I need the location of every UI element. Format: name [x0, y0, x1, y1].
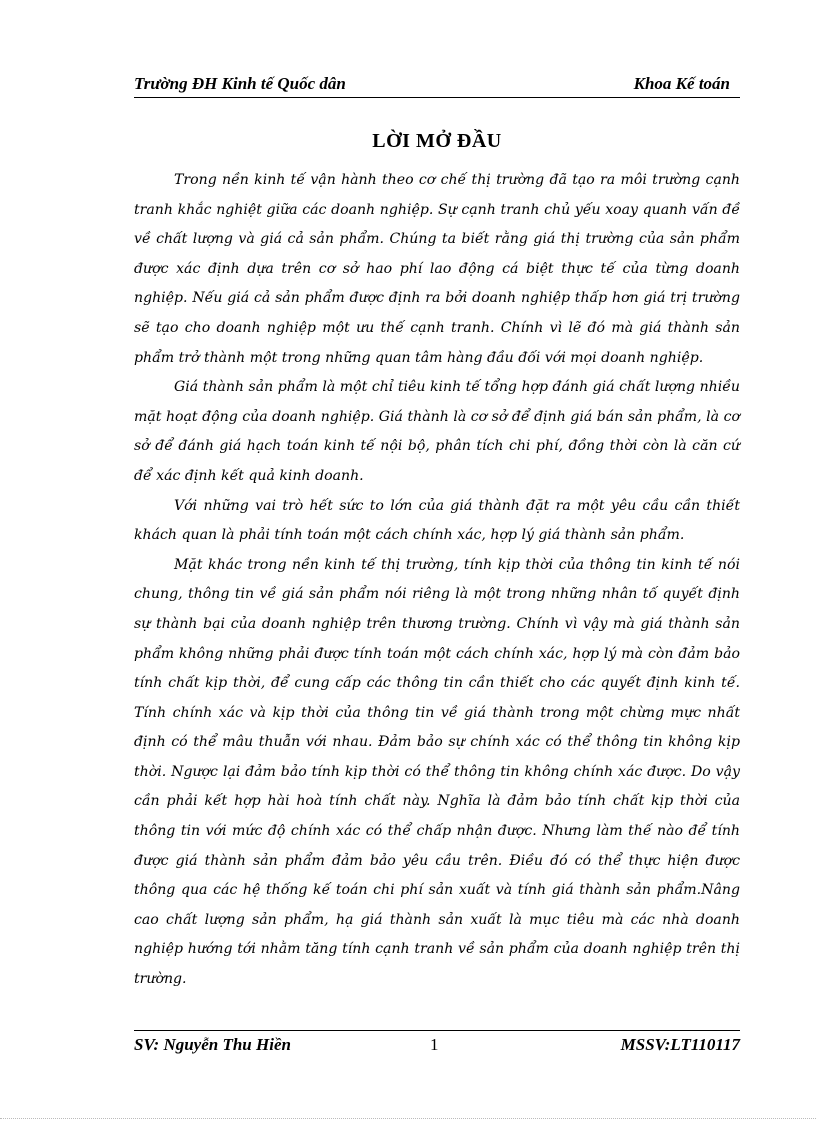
header-school: Trường ĐH Kinh tế Quốc dân — [134, 74, 346, 93]
paragraph: Mặt khác trong nền kinh tế thị trường, tính kịp thời của thông tin kinh tế nói chung, thông tin về giá sản phẩm nói riêng là một trong những nhân tố quyết định sự thành bại của doanh nghiệp trên thương trường. Chính vì vậy mà giá thành sản phẩm không những phải được tính toán một cách chính xác, hợp lý mà còn đảm bảo tính chất kịp thời, để cung cấp các thông tin cần thiết cho các quyết định kinh tế. Tính chính xác và kịp thời của thông tin về giá thành trong một chừng mực nhất định có thể mâu thuẫn với nhau. Đảm bảo sự chính xác có thể thông tin không kịp thời. Ngược lại đảm bảo tính kịp thời có thể thông tin không chính xác được. Do vậy cần phải kết hợp hài hoà tính chất này. Nghĩa là đảm bảo tính chất kịp thời của thông tin với mức độ chính xác có thể chấp nhận được. Nhưng làm thế nào để tính được giá thành sản phẩm đảm bảo yêu cầu trên. Điều đó có thể thực hiện được thông qua các hệ thống kế toán chi phí sản xuất và tính giá thành sản phẩm.Nâng cao chất lượng sản phẩm, hạ giá thành sản xuất là mục tiêu mà các nhà doanh nghiệp hướng tới nhằm tăng tính cạnh tranh về sản phẩm của doanh nghiệp trên thị trường. — [134, 556, 740, 988]
paragraph: Với những vai trò hết sức to lớn của giá thành đặt ra một yêu cầu cần thiết khách quan là phải tính toán một cách chính xác, hợp lý giá thành sản phẩm. — [134, 497, 740, 544]
footer-student-name: SV: Nguyễn Thu Hiền — [134, 1035, 291, 1054]
page-header — [134, 73, 740, 98]
page-bottom-divider — [0, 1118, 816, 1119]
paragraph: Trong nền kinh tế vận hành theo cơ chế thị trường đã tạo ra môi trường cạnh tranh khắc nghiệt giữa các doanh nghiệp. Sự cạnh tranh chủ yếu xoay quanh vấn đề về chất lượng và giá cả sản phẩm. Chúng ta biết rằng giá thị trường của sản phẩm được xác định dựa trên cơ sở hao phí lao động cá biệt thực tế của từng doanh nghiệp. Nếu giá cả sản phẩm được định ra bởi doanh nghiệp thấp hơn giá trị trường sẽ tạo cho doanh nghiệp một ưu thế cạnh tranh. Chính vì lẽ đó mà giá thành sản phẩm trở thành một trong những quan tâm hàng đầu đối với mọi doanh nghiệp. — [134, 172, 740, 366]
paragraph: Giá thành sản phẩm là một chỉ tiêu kinh tế tổng hợp đánh giá chất lượng nhiều mặt hoạt động của doanh nghiệp. Giá thành là cơ sở để định giá bán sản phẩm, là cơ sở để đánh giá hạch toán kinh tế nội bộ, phân tích chi phí, đồng thời còn là căn cứ để xác định kết quả kinh doanh. — [134, 379, 740, 484]
footer-student-id: MSSV:LT110117 — [620, 1035, 740, 1054]
header-faculty: Khoa Kế toán — [633, 74, 730, 93]
footer-page-number: 1 — [430, 1035, 439, 1054]
page-footer — [134, 1030, 740, 1059]
body-text — [134, 166, 740, 995]
page-title: LỜI MỞ ĐẦU — [372, 130, 502, 152]
